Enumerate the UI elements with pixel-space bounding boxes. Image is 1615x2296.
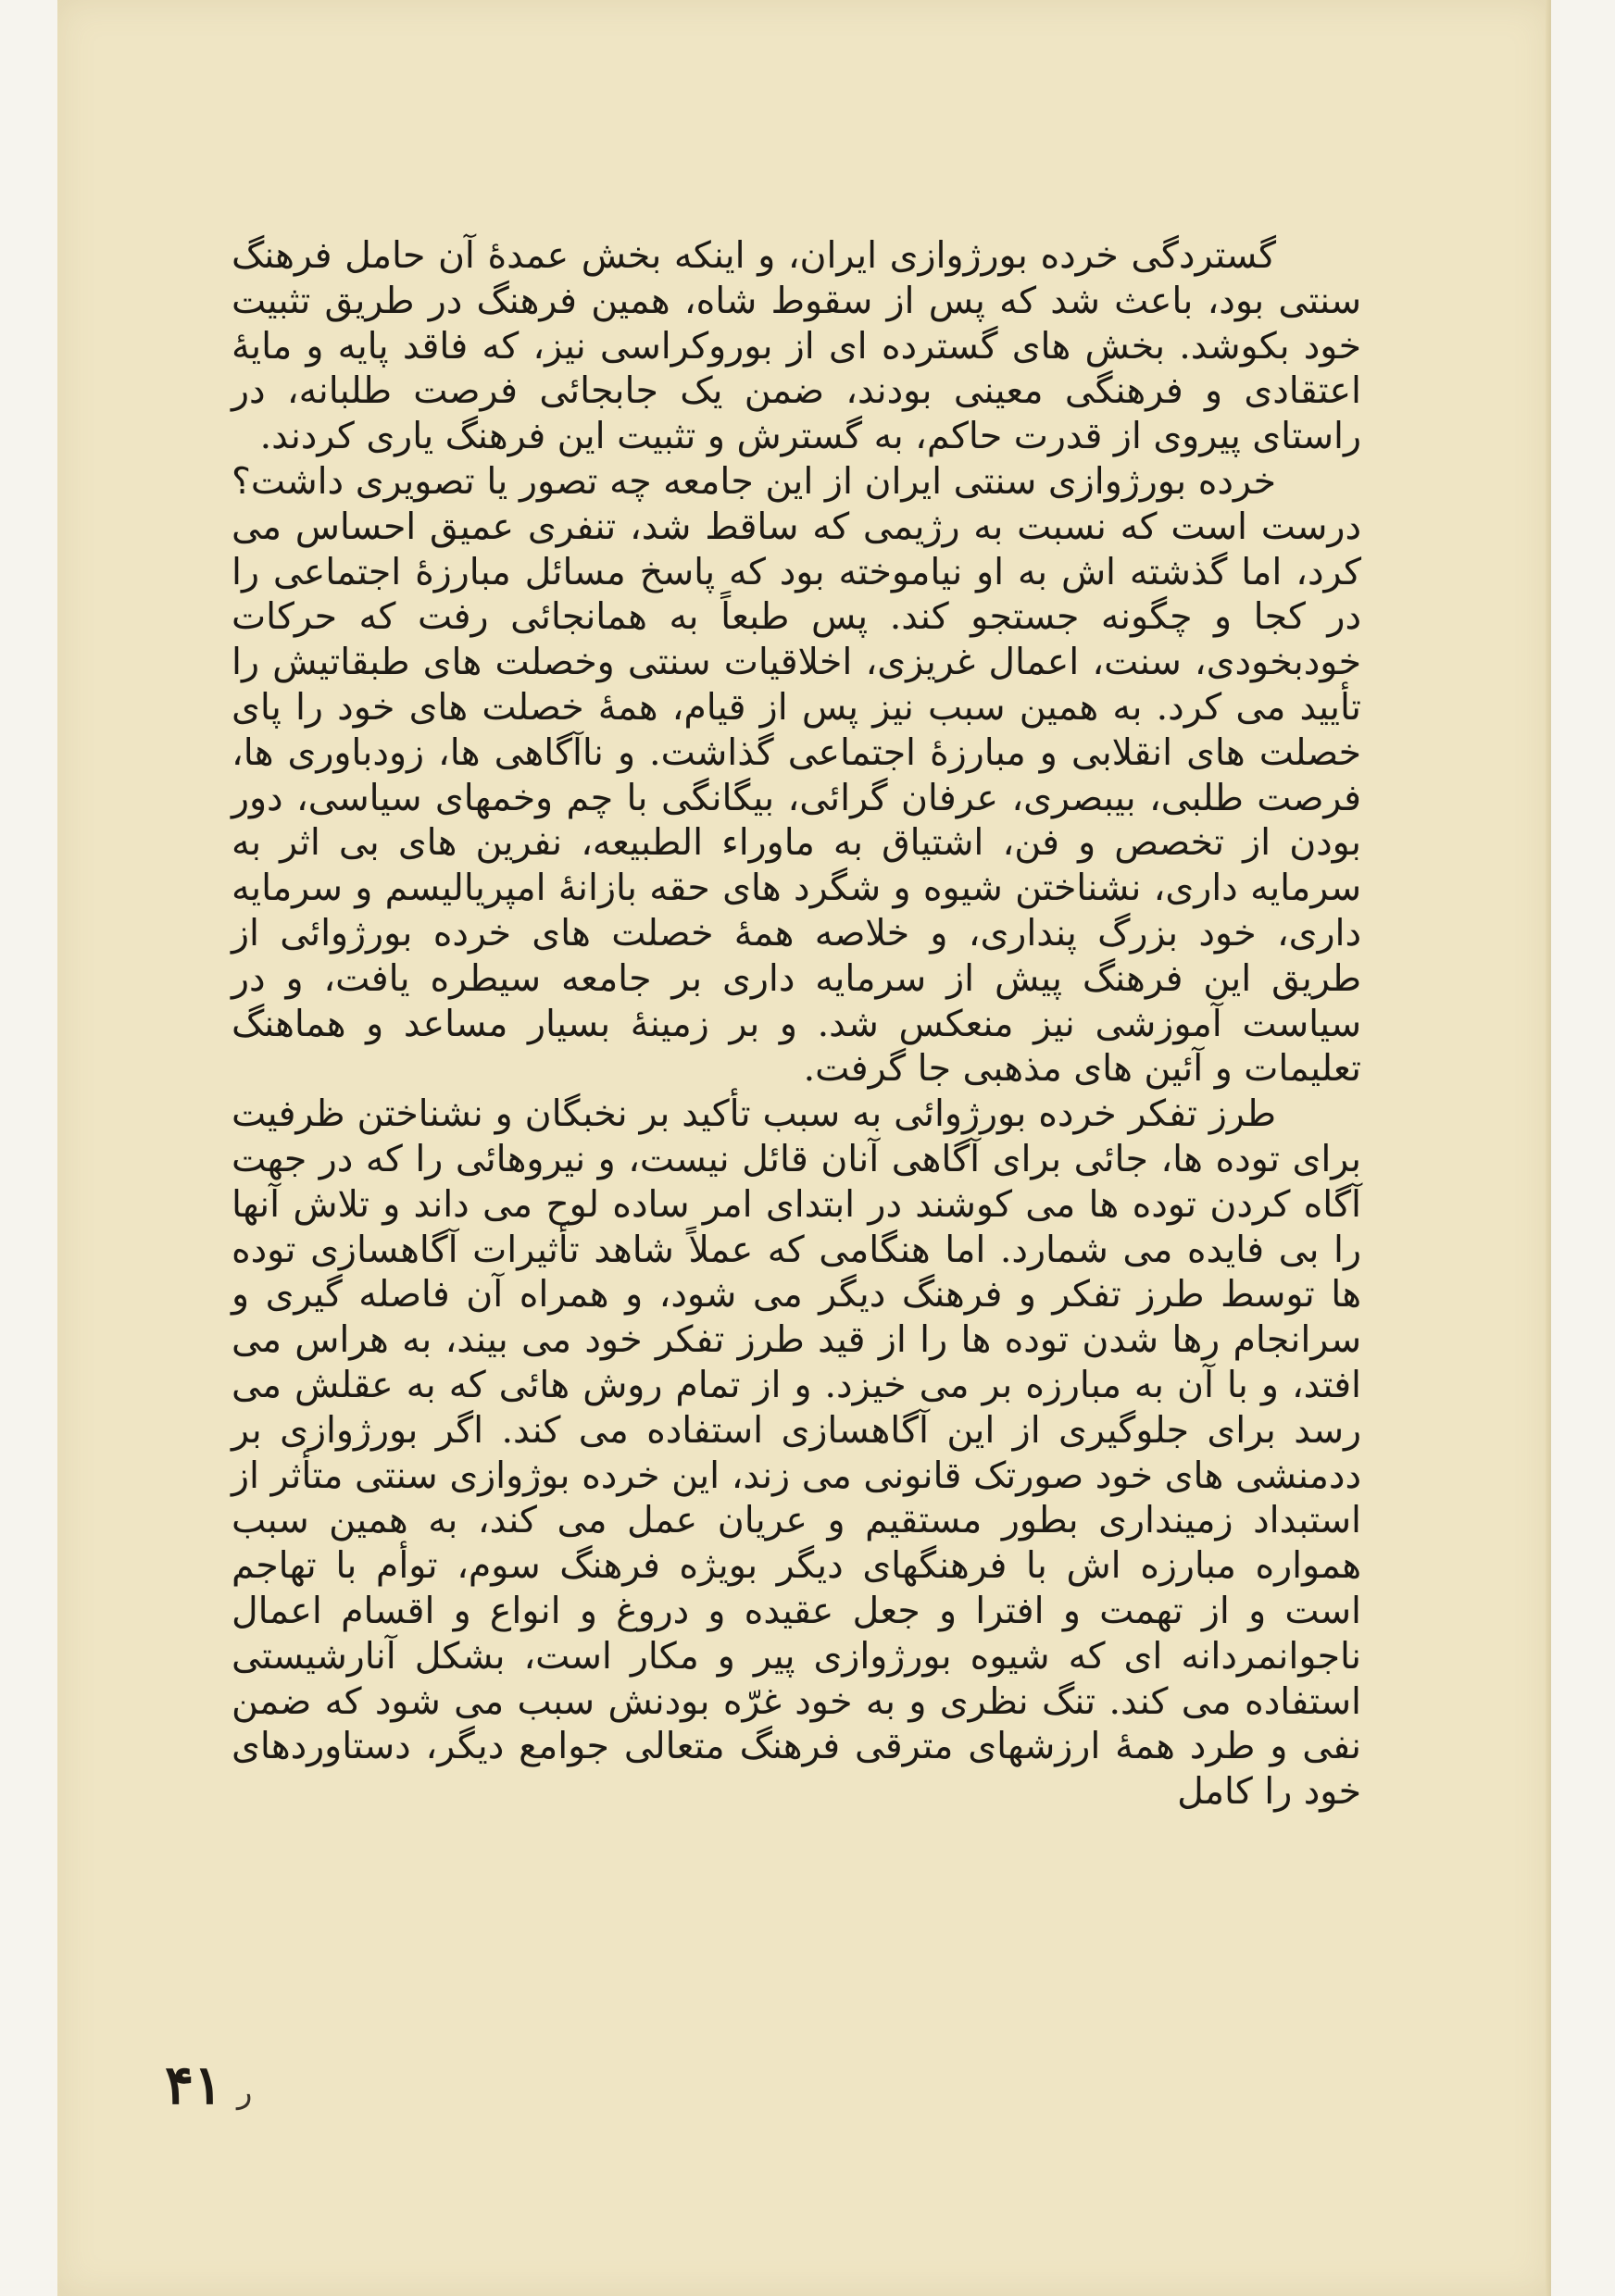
paragraph-1: گستردگی خرده بورژوازی ایران، و اینکه بخش عمدهٔ آن حامل فرهنگ سنتی بود، باعث شد که پس از سقوط شاه، همین فرهنگ در طریق تثبیت خود بکوشد. بخش های گسترده ای از بوروکراسی نیز، که فاقد پایه و مایهٔ اعتقادی و فرهنگی معینی بودند، ضمن یک جابجائی فرصت طلبانه، در راستای پیروی از قدرت حاکم، به گسترش و تثبیت این فرهنگ یاری کردند. (232, 234, 1361, 458)
body-text (232, 233, 1361, 1815)
margin-mark: ر (237, 2074, 253, 2111)
page-number: ۴۱ (165, 2053, 223, 2116)
paragraph-2: خرده بورژوازی سنتی ایران از این جامعه چه تصور یا تصویری داشت؟ درست است که نسبت به رژیمی که ساقط شد، تنفری عمیق احساس می کرد، اما گذشته اش به او نیاموخته بود که پاسخ مسائل مبارزهٔ اجتماعی را در کجا و چگونه جستجو کند. پس طبعاً به همانجائی رفت که حرکات خودبخودی، سنت، اعمال غریزی، اخلاقیات سنتی وخصلت های طبقاتیش را تأیید می کرد. به همین سبب نیز پس از قیام، همهٔ خصلت های خود را پای خصلت های انقلابی و مبارزهٔ اجتماعی گذاشت. و ناآگاهی ها، زودباوری ها، فرصت طلبی، بیبصری، عرفان گرائی، بیگانگی با چم وخمهای سیاسی، دور بودن از تخصص و فن، اشتیاق به ماوراء الطبیعه، نفرین های بی اثر به سرمایه داری، نشناختن شیوه و شگرد های حقه بازانهٔ امپریالیسم و سرمایه داری، خود بزرگ پنداری، و خلاصه همهٔ خصلت های خرده بورژوائی از طریق این فرهنگ پیش از سرمایه داری بر جامعه سیطره یافت، و در سیاست آموزشی نیز منعکس شد. و بر زمینهٔ بسیار مساعد و هماهنگ تعلیمات و آئین های مذهبی جا گرفت. (232, 459, 1361, 1091)
page-edge (1546, 0, 1551, 2296)
paragraph-3: طرز تفکر خرده بورژوائی به سبب تأکید بر نخبگان و نشناختن ظرفیت برای توده ها، جائی برای آگاهی آنان قائل نیست، و نیروهائی را که در جهت آگاه کردن توده ها می کوشند در ابتدای امر ساده لوح می داند و تلاش آنها را بی فایده می شمارد. اما هنگامی که عملاً شاهد تأثیرات آگاهسازی توده ها توسط طرز تفکر و فرهنگ دیگر می شود، و همراه آن فاصله گیری و سرانجام رها شدن توده ها را از قید طرز تفکر خود می بیند، به هراس می افتد، و با آن به مبارزه بر می خیزد. و از تمام روش هائی که به عقلش می رسد برای جلوگیری از این آگاهسازی استفاده می کند. اگر بورژوازی بر ددمنشی های خود صورتک قانونی می زند، این خرده بوژوازی سنتی متأثر از استبداد زمینداری بطور مستقیم و عریان عمل می کند، به همین سبب همواره مبارزه اش با فرهنگهای دیگر بویژه فرهنگ سوم، توأم با تهاجم است و از تهمت و افترا و جعل عقیده و دروغ و انواع و اقسام اعمال ناجوانمردانه ای که شیوه بورژوازی پیر و مکار است، بشکل آنارشیستی استفاده می کند. تنگ نظری و به خود غرّه بودنش سبب می شود که ضمن نفی و طرد همهٔ ارزشهای مترقی فرهنگ متعالی جوامع دیگر، دستاوردهای خود را کامل (232, 1092, 1361, 1814)
